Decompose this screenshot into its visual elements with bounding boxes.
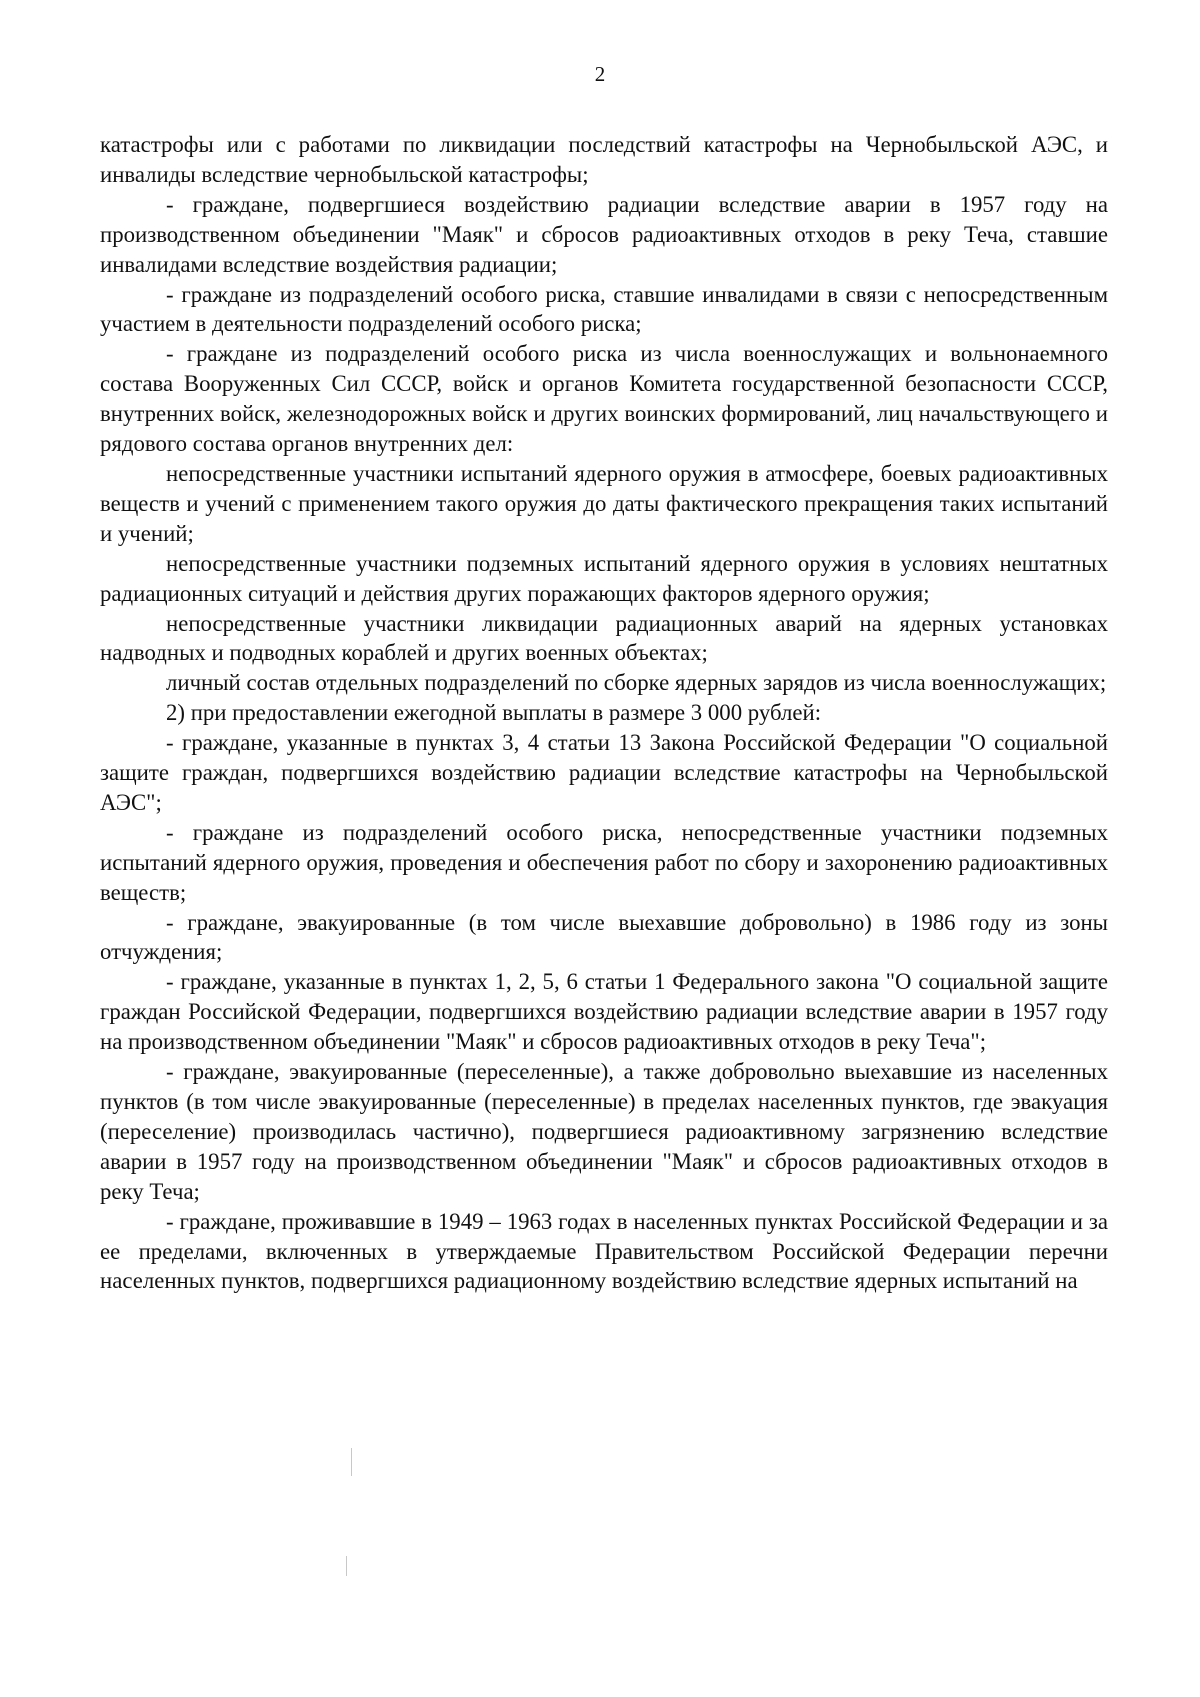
page-number: 2 xyxy=(594,62,606,86)
paragraph-evacuated-mayak: - граждане, эвакуированные (переселенные), а также добровольно выехавшие из населенных пунктов (в том числе эвакуированные (переселенные) в пределах населенных пунктов, где эвакуация (переселение) производилась частично), подвергшиеся радиоактивному загрязнению вследствие аварии в 1957 году на производственном объединении "Маяк" и сбросов радиоактивных отходов в реку Теча; xyxy=(100,1059,1108,1204)
document-body xyxy=(100,130,1108,1296)
paragraph-evacuated-1986: - граждане, эвакуированные (в том числе выехавшие добровольно) в 1986 году из зоны отчуждения; xyxy=(100,909,1108,965)
paragraph-federal-law-mayak: - граждане, указанные в пунктах 1, 2, 5, 6 статьи 1 Федерального закона "О социальной защите граждан Российской Федерации, подвергшихся воздействию радиации вследствие аварии в 1957 году на производственном объединении "Маяк" и сбросов радиоактивных отходов в реку Теча"; xyxy=(100,969,1108,1055)
paragraph-underground-tests: непосредственные участники подземных испытаний ядерного оружия в условиях нештатных радиационных ситуаций и действия других поражающих факторов ядерного оружия; xyxy=(100,550,1108,606)
paragraph-ship-accidents: непосредственные участники ликвидации радиационных аварий на ядерных установках надводных и подводных кораблей и других военных объектах; xyxy=(100,610,1108,666)
paragraph-atmospheric-tests: непосредственные участники испытаний ядерного оружия в атмосфере, боевых радиоактивных веществ и учений с применением такого оружия до даты фактического прекращения таких испытаний и учений; xyxy=(100,460,1108,546)
paragraph-underground-workers: - граждане из подразделений особого риска, непосредственные участники подземных испытаний ядерного оружия, проведения и обеспечения работ по сбору и захоронению радиоактивных веществ; xyxy=(100,819,1108,905)
paragraph-special-risk-disabled: - граждане из подразделений особого риска, ставшие инвалидами в связи с непосредственным участием в деятельности подразделений особого риска; xyxy=(100,281,1108,337)
paragraph-chernobyl-law: - граждане, указанные в пунктах 3, 4 статьи 13 Закона Российской Федерации "О социальной защите граждан, подвергшихся воздействию радиации вследствие катастрофы на Чернобыльской АЭС"; xyxy=(100,730,1108,815)
paragraph-residents-1949-1963: - граждане, проживавшие в 1949 – 1963 годах в населенных пунктах Российской Федерации и за ее пределами, включенных в утверждаемые Правительством Российской Федерации перечни населенных пунктов, подвергшихся радиационному воздействию вследствие ядерных испытаний на xyxy=(100,1208,1108,1294)
paragraph-mayak-disabled: - граждане, подвергшиеся воздействию радиации вследствие аварии в 1957 году на производственном объединении "Маяк" и сбросов радиоактивных отходов в реку Теча, ставшие инвалидами вследствие воздействия радиации; xyxy=(100,191,1108,277)
paragraph-assembly-units: личный состав отдельных подразделений по сборке ядерных зарядов из числа военнослужащих; xyxy=(166,670,1107,696)
paragraph-continuation: катастрофы или с работами по ликвидации последствий катастрофы на Чернобыльской АЭС, и инвалиды вследствие чернобыльской катастрофы; xyxy=(100,132,1108,187)
scan-artifact-line xyxy=(346,1556,347,1576)
scan-artifact-line xyxy=(351,1448,352,1476)
paragraph-annual-payment: 2) при предоставлении ежегодной выплаты в размере 3 000 рублей: xyxy=(166,700,822,726)
paragraph-special-risk-units: - граждане из подразделений особого риска из числа военнослужащих и вольнонаемного состава Вооруженных Сил СССР, войск и органов Комитета государственной безопасности СССР, внутренних войск, железнодорожных войск и других воинских формирований, лиц начальствующего и рядового состава органов внутренних дел: xyxy=(100,341,1108,457)
